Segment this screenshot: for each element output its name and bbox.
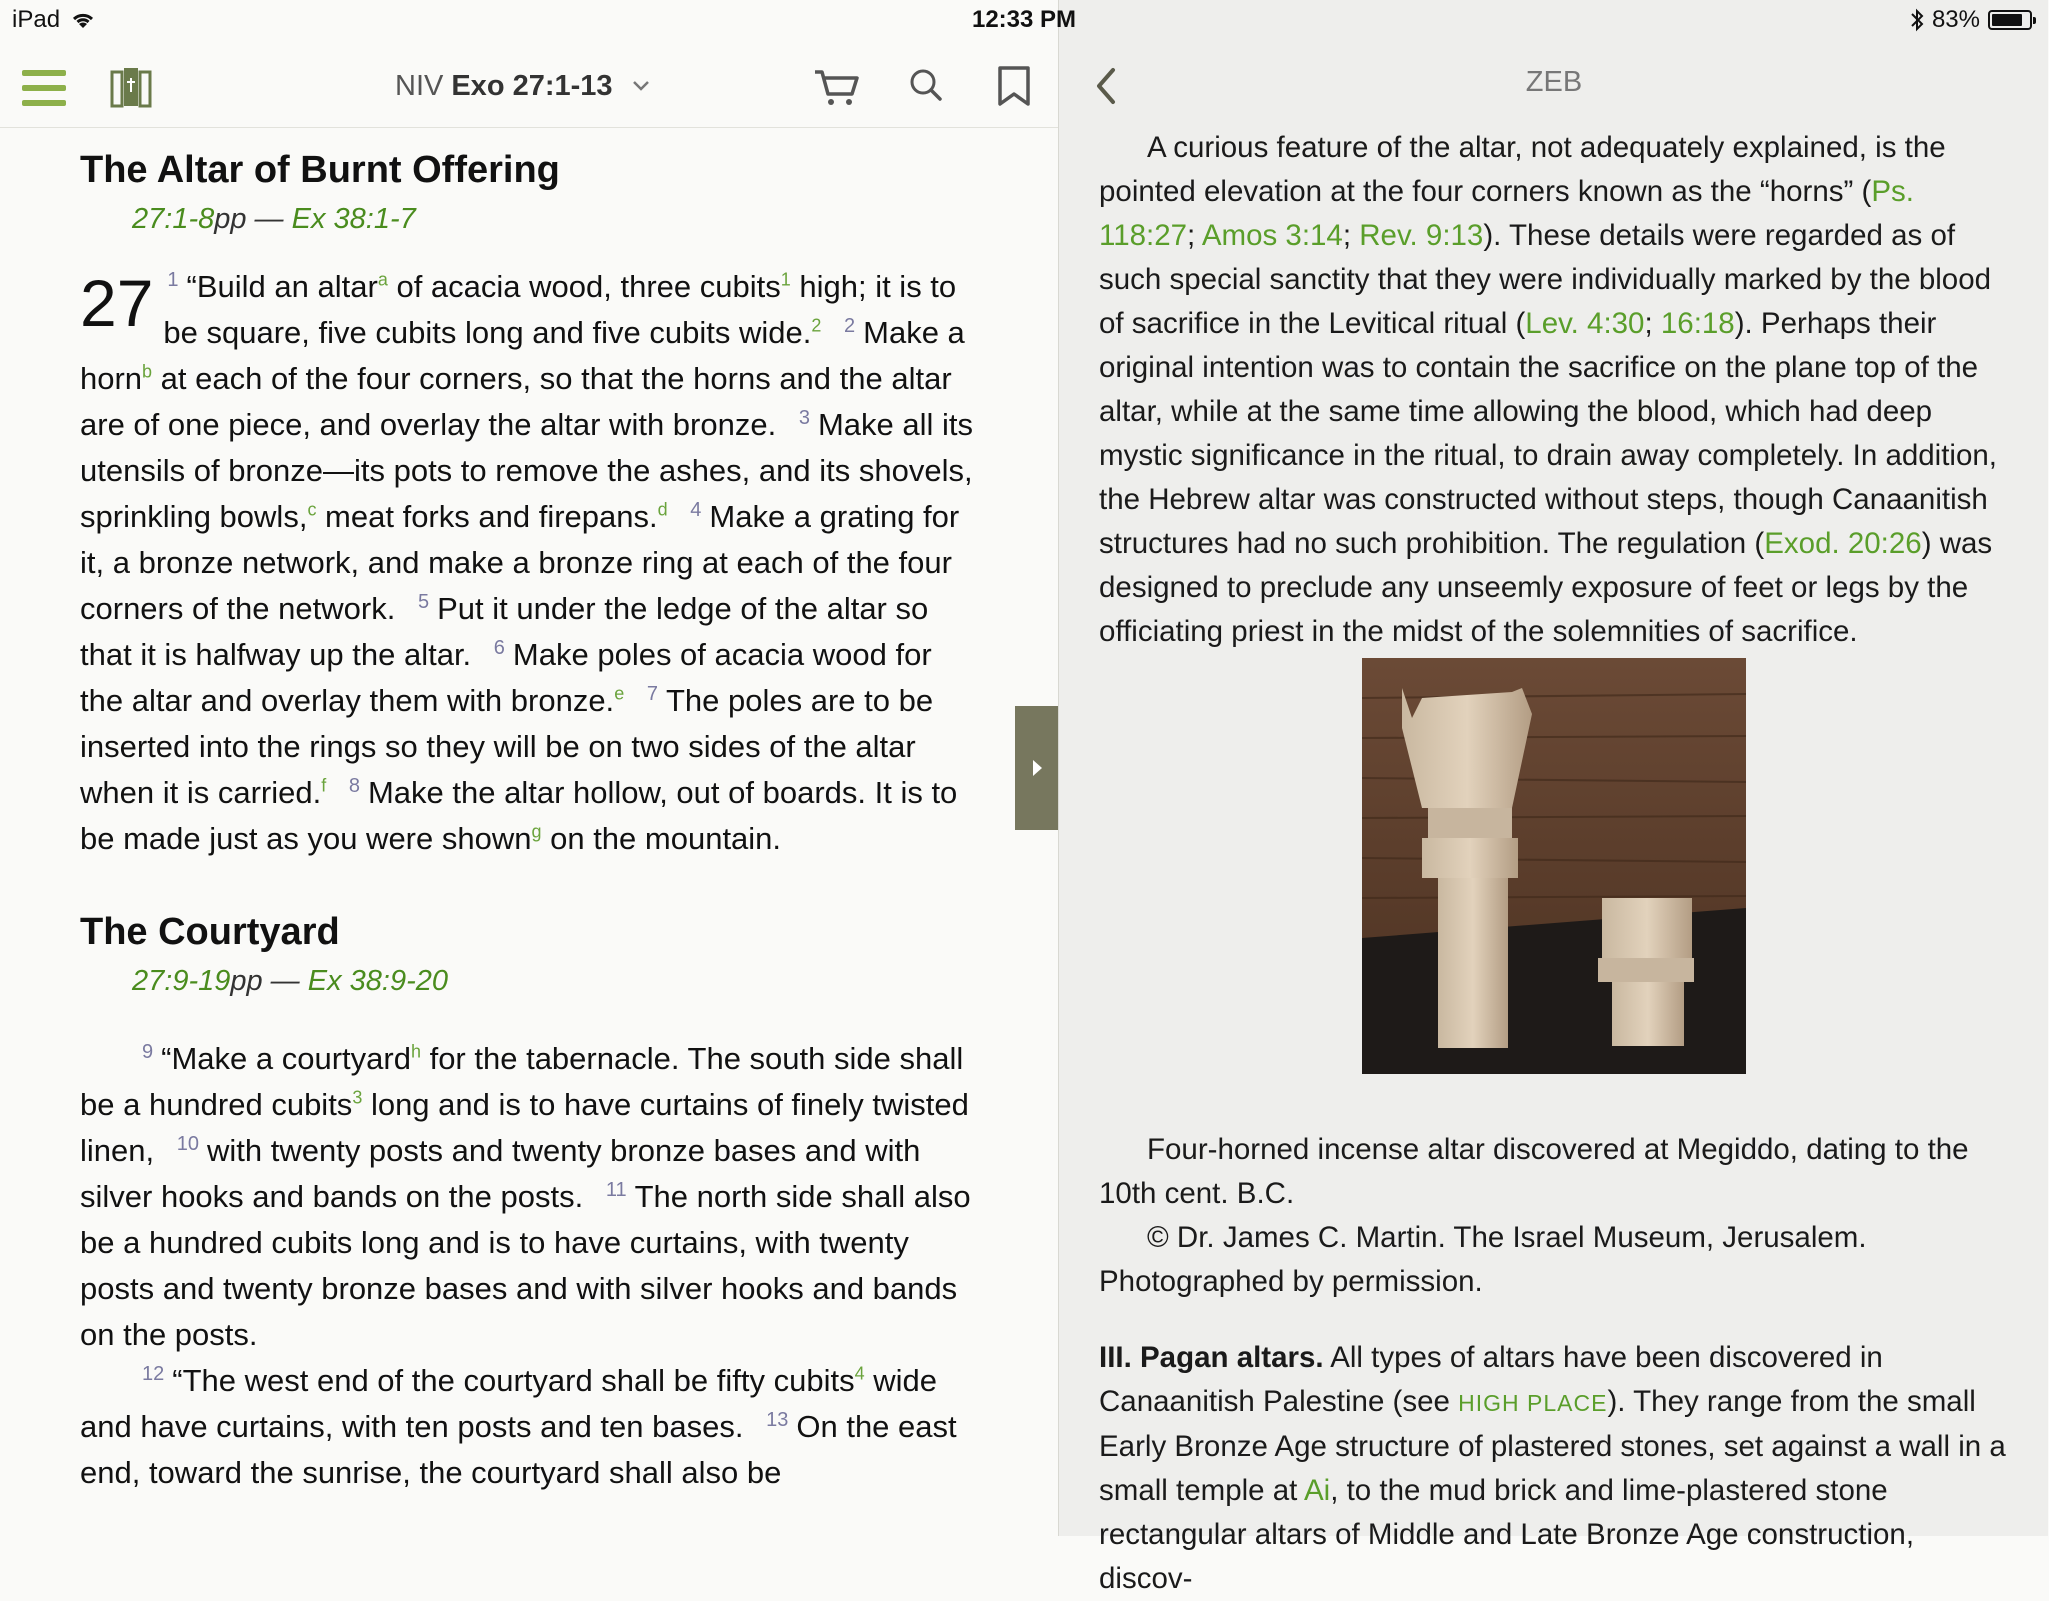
article-text: ). They range from the small Early Bronze Age structure of plastered stones, set against a wall in a small temple at: [1099, 1385, 2006, 1507]
battery-fill: [1992, 14, 2022, 26]
verse-text: for the tabernacle. The south side shall be a hundred cubits: [80, 1041, 964, 1122]
verse-text: on the mountain.: [541, 821, 782, 856]
verse-number[interactable]: 6: [493, 636, 505, 659]
scripture-link[interactable]: Ps. 118:27: [1099, 175, 1914, 252]
verse-number[interactable]: 10: [176, 1132, 199, 1155]
verse-text: “The west end of the courtyard shall be fifty cubits: [172, 1363, 855, 1398]
scripture-link[interactable]: Amos 3:14: [1201, 219, 1343, 252]
scripture-link[interactable]: 16:18: [1660, 307, 1735, 340]
xref-link[interactable]: Ex 38:1-7: [291, 203, 416, 235]
xref-link[interactable]: 27:1-8: [132, 203, 215, 235]
article-text: ;: [1342, 219, 1360, 252]
status-bar: [0, 0, 2048, 40]
scripture-link[interactable]: Lev. 4:30: [1525, 307, 1645, 340]
article-text: All types of altars have been discovered in Canaanitish Palestine (see: [1099, 1341, 1883, 1418]
article-text: A curious feature of the altar, not adequately explained, is the pointed elevation at the four corners known as the “horns” (: [1099, 131, 1946, 208]
section-heading: The Courtyard: [80, 911, 340, 953]
verse-number[interactable]: 12: [142, 1362, 165, 1385]
xref-pp: pp —: [214, 203, 284, 235]
verse-text: The poles are to be inserted into the rings so they will be on two sides of the altar when it is carried.: [80, 683, 934, 810]
article-paragraph: [1099, 126, 2009, 654]
footnote-marker[interactable]: 4: [854, 1363, 865, 1384]
bible-paragraph: [80, 264, 980, 862]
verse-text: meat forks and firepans.: [316, 499, 658, 534]
verse-text: “Build an altar: [186, 269, 378, 304]
menu-icon[interactable]: [22, 70, 66, 106]
scripture-link[interactable]: Exod. 20:26: [1764, 527, 1922, 560]
image-caption: Four-horned incense altar discovered at Megiddo, dating to the 10th cent. B.C.: [1099, 1133, 1969, 1210]
article-text: ;: [1644, 307, 1661, 340]
status-time: 12:33 PM: [971, 6, 1077, 33]
verse-number[interactable]: 8: [348, 774, 360, 797]
bible-version: NIV: [395, 69, 444, 102]
verse-number[interactable]: 7: [646, 682, 658, 705]
bluetooth-icon: [1910, 8, 1924, 32]
resource-toolbar: [1059, 40, 2049, 128]
footnote-marker[interactable]: f: [321, 775, 327, 796]
xref-pp: pp —: [230, 965, 300, 997]
altar-photo[interactable]: [1362, 658, 1746, 1074]
verse-number[interactable]: 5: [417, 590, 430, 613]
bookmark-icon[interactable]: [990, 62, 1040, 110]
verse-text: at each of the four corners, so that the horns and the altar are of one piece, and overlay the altar with bronze.: [80, 361, 952, 442]
footnote-marker[interactable]: 2: [811, 315, 822, 336]
article-paragraph: [1099, 1336, 2009, 1601]
footnote-marker[interactable]: e: [614, 683, 625, 704]
battery-percent: 83%: [1931, 6, 1980, 33]
status-right: [1910, 6, 2032, 34]
bible-reference: Exo 27:1-13: [451, 69, 613, 102]
verse-text: Make the altar hollow, out of boards. It is to be made just as you were shown: [80, 775, 958, 856]
image-credit: © Dr. James C. Martin. The Israel Museum, Jerusalem. Photographed by permission.: [1099, 1221, 1867, 1298]
verse-text: Make all its utensils of bronze—its pots to remove the ashes, and its shovels, sprinkling bowls,: [80, 407, 973, 534]
article-body: [1099, 126, 2009, 1601]
scripture-link[interactable]: Rev. 9:13: [1359, 219, 1484, 252]
xref-link[interactable]: 27:9-19: [132, 965, 231, 997]
article-text: ). Perhaps their original intention was to contain the sacrifice on the plane top of the altar, while at the same time allowing the blood, which had deep mystic significance in the ritual, to drain away completely. In addition, the Hebrew altar was constructed without steps, though Canaanitish structures had no such prohibition. The regulation (: [1099, 307, 1997, 560]
footnote-marker[interactable]: g: [531, 821, 542, 842]
split-view-handle[interactable]: [1015, 706, 1059, 830]
article-text: ) was designed to preclude any unseemly exposure of feet or legs by the officiating priest in the midst of the solemnities of sacrifice.: [1099, 527, 1993, 648]
parallel-reference: [132, 196, 980, 242]
verse-text: Make a horn: [80, 315, 965, 396]
reference-picker[interactable]: [395, 62, 651, 110]
verse-number[interactable]: 9: [142, 1040, 154, 1063]
article-section-heading: III. Pagan altars.: [1099, 1341, 1324, 1374]
article-text: , to the mud brick and lime-plastered stone rectangular altars of Middle and Late Bronze Age construction, discov-: [1099, 1474, 1915, 1595]
chevron-right-icon: [1033, 760, 1042, 776]
article-text: ). These details were regarded as of such special sanctity that they were individually marked by the blood of sacrifice in the Levitical ritual (: [1099, 219, 1992, 340]
bible-paragraph: [80, 1358, 980, 1496]
verse-text: long and is to have curtains of finely twisted linen,: [80, 1087, 969, 1168]
bible-paragraph: [80, 1036, 980, 1358]
verse-text: The north side shall also be a hundred cubits long and is to have curtains, with twenty posts and twenty bronze bases and with silver hooks and bands on the posts.: [80, 1179, 971, 1352]
search-icon[interactable]: [902, 62, 952, 110]
verse-text: “Make a courtyard: [161, 1041, 411, 1076]
verse-text: high; it is to be square, five cubits long and five cubits wide.: [163, 269, 957, 350]
verse-text: Put it under the ledge of the altar so that it is halfway up the altar.: [80, 591, 929, 672]
bible-pane: [0, 0, 1058, 1536]
footnote-marker[interactable]: 1: [780, 269, 791, 290]
parallel-reference: [132, 958, 980, 1004]
verse-number[interactable]: 3: [798, 406, 810, 429]
footnote-marker[interactable]: d: [657, 499, 668, 520]
footnote-marker[interactable]: a: [377, 269, 388, 290]
footnote-marker[interactable]: h: [410, 1041, 421, 1062]
verse-text: wide and have curtains, with ten posts and ten bases.: [80, 1363, 937, 1444]
article-link[interactable]: Ai: [1303, 1474, 1331, 1507]
verse-number[interactable]: 2: [844, 314, 856, 337]
verse-text: Make poles of acacia wood for the altar and overlay them with bronze.: [80, 637, 932, 718]
verse-text: with twenty posts and twenty bronze bases and with silver hooks and bands on the posts.: [80, 1133, 921, 1214]
article-link[interactable]: HIGH PLACE: [1458, 1390, 1608, 1416]
verse-number[interactable]: 11: [605, 1178, 627, 1201]
cart-icon[interactable]: [812, 62, 862, 110]
section-heading: The Altar of Burnt Offering: [80, 149, 560, 191]
chapter-number: 27: [80, 266, 154, 340]
library-icon[interactable]: [110, 66, 154, 108]
chevron-down-icon: [631, 79, 651, 93]
footnote-marker[interactable]: 3: [352, 1087, 363, 1108]
footnote-marker[interactable]: b: [142, 361, 153, 382]
verse-number[interactable]: 4: [690, 498, 702, 521]
device-name: iPad: [12, 6, 61, 33]
bible-text: [80, 130, 980, 1496]
xref-link[interactable]: Ex 38:9-20: [307, 965, 449, 997]
verse-text: On the east end, toward the sunrise, the courtyard shall also be: [80, 1409, 957, 1490]
resource-pane: [1058, 0, 2048, 1595]
verse-text: of acacia wood, three cubits: [387, 269, 781, 304]
resource-title: ZEB: [1525, 66, 1583, 98]
footnote-marker[interactable]: c: [307, 499, 317, 520]
verse-number[interactable]: 13: [766, 1408, 789, 1431]
verse-text: Make a grating for it, a bronze network, and make a bronze ring at each of the four corners of the network.: [80, 499, 960, 626]
battery-icon: [1988, 10, 2032, 30]
article-text: ;: [1187, 219, 1202, 252]
bible-toolbar: [0, 40, 1058, 128]
verse-number[interactable]: 1: [167, 268, 179, 291]
